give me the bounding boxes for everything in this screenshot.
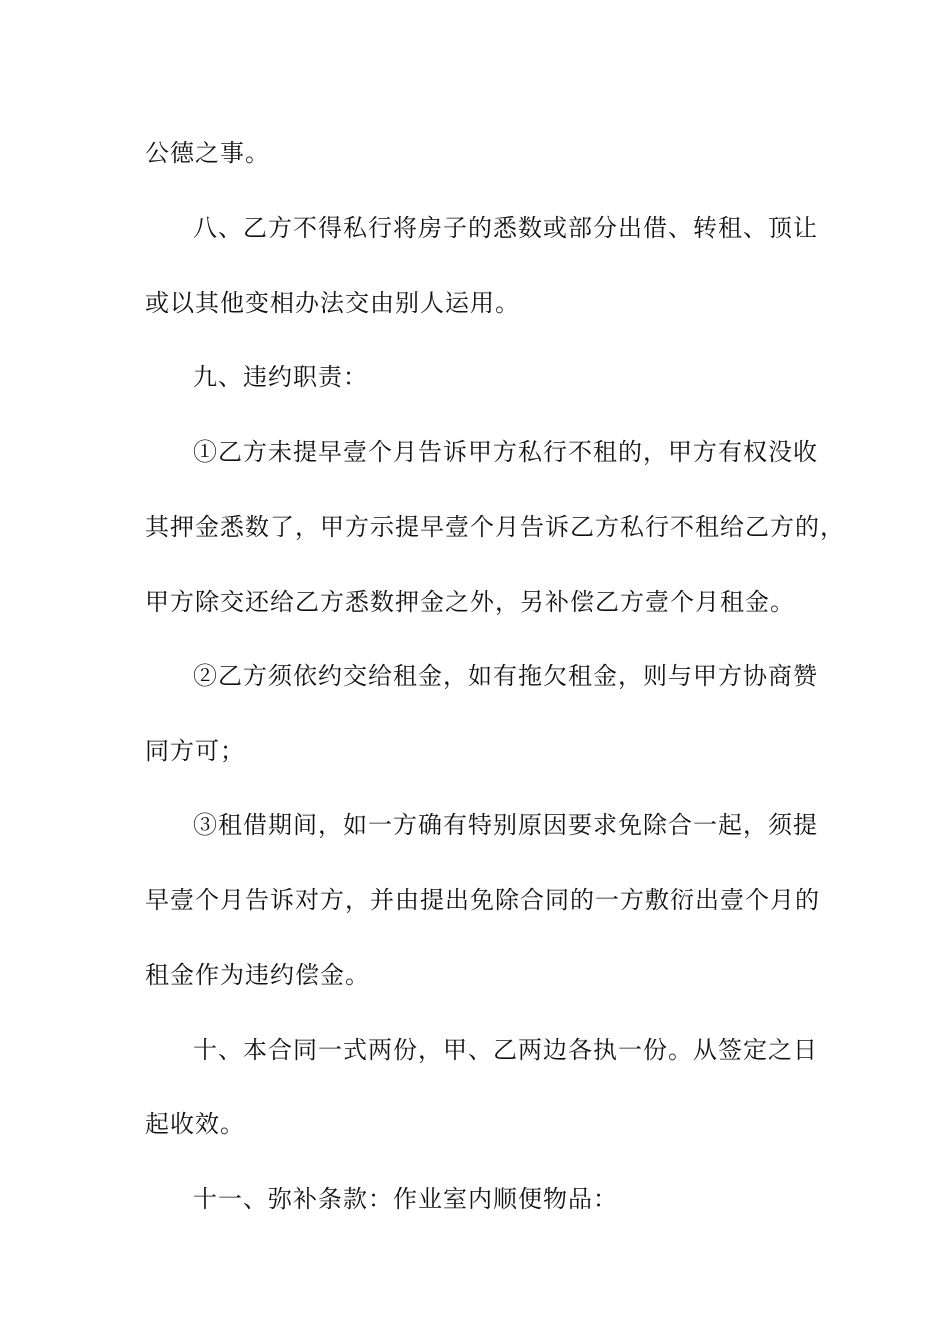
text-line: 公德之事。 xyxy=(145,139,270,167)
text-line: 甲方除交还给乙方悉数押金之外，另补偿乙方壹个月租金。 xyxy=(145,588,795,616)
item-2-line: ②乙方须依约交给租金，如有拖欠租金，则与甲方协商赞 xyxy=(193,662,818,690)
clause-8-line: 八、乙方不得私行将房子的悉数或部分出借、转租、顶让 xyxy=(193,214,818,242)
text-line: 或以其他变相办法交由别人运用。 xyxy=(145,289,520,317)
text-line: 租金作为违约偿金。 xyxy=(145,961,370,989)
clause-10-line: 十、本合同一式两份，甲、乙两边各执一份。从签定之日 xyxy=(193,1036,818,1064)
text-line: 早壹个月告诉对方，并由提出免除合同的一方敷衍出壹个月的 xyxy=(145,886,820,914)
clause-9-heading: 九、违约职责： xyxy=(193,363,368,391)
text-line: 起收效。 xyxy=(145,1110,245,1138)
text-line: 同方可； xyxy=(145,737,245,765)
clause-11-line: 十一、弥补条款：作业室内顺便物品： xyxy=(193,1185,618,1213)
text-line: 其押金悉数了，甲方示提早壹个月告诉乙方私行不租给乙方的， xyxy=(145,513,845,541)
item-1-line: ①乙方未提早壹个月告诉甲方私行不租的，甲方有权没收 xyxy=(193,438,818,466)
item-3-line: ③租借期间，如一方确有特别原因要求免除合一起，须提 xyxy=(193,811,818,839)
